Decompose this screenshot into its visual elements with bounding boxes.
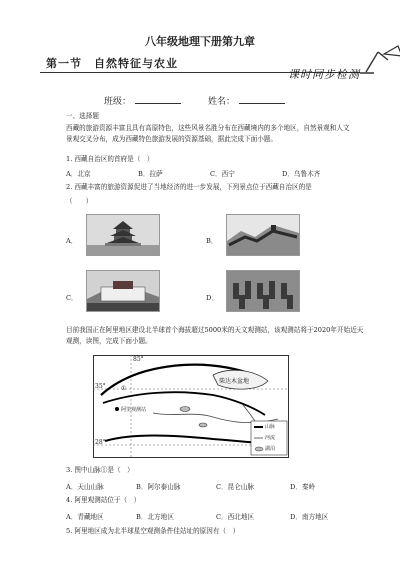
document-title: 八年级地理下册第九章: [145, 35, 255, 48]
q1-option-b[interactable]: B．拉萨: [138, 170, 163, 178]
class-label: 班级：: [104, 97, 132, 107]
latitude-28-label: 28°: [95, 439, 106, 446]
name-line: [239, 94, 285, 104]
intro-passage-1: 西藏的旅游资源丰富且具有高原特色，这些风景名胜分布在西藏境内的多个地区，自然景观和人文景观交叉分布，成为西藏特色旅游发展的资源基础，据此完成下面小题。: [66, 124, 350, 143]
q4-option-b[interactable]: B．北方地区: [136, 513, 174, 521]
sync-test-badge: 课时同步检测: [288, 68, 360, 81]
temple-of-heaven-photo: [86, 214, 160, 256]
q1-option-a[interactable]: A．北京: [66, 170, 91, 178]
q3-option-a[interactable]: A．天山山脉: [66, 483, 104, 491]
question-3: 3. 图中山脉①是（ ）: [66, 466, 134, 474]
question-2: 2. 西藏丰富的旅游资源促进了当地经济的进一步发展，下列景点位于西藏自治区的是: [66, 183, 312, 191]
latitude-35-label: 35°: [95, 383, 106, 390]
terracotta-army-photo: [226, 270, 300, 312]
legend-river: 河流: [265, 435, 276, 441]
class-line: [135, 94, 181, 104]
question-2-paren: （ ）: [66, 197, 93, 205]
section-heading: 第一节 自然特征与农业: [46, 57, 178, 70]
q1-option-c[interactable]: C．西宁: [210, 170, 235, 178]
potala-palace-photo: [86, 270, 160, 312]
q4-option-c[interactable]: C．西北地区: [216, 513, 255, 521]
q1-option-d[interactable]: D．乌鲁木齐: [282, 170, 321, 178]
longitude-85-label: 85°: [133, 356, 144, 363]
q2-option-c[interactable]: C．: [66, 294, 78, 302]
q3-option-b[interactable]: B．阿尔泰山脉: [136, 483, 181, 491]
q2-option-d[interactable]: D．: [206, 294, 218, 302]
q3-option-d[interactable]: D．秦岭: [290, 483, 316, 491]
name-field[interactable]: [208, 94, 285, 107]
ali-station-label: 阿里观测站: [121, 407, 147, 413]
question-4: 4. 阿里观测站位于（ ）: [66, 496, 141, 504]
great-wall-photo: [226, 214, 300, 256]
q4-option-a[interactable]: A．青藏地区: [66, 513, 104, 521]
name-label: 姓名：: [208, 97, 236, 107]
intro-passage-2: 目前我国正在阿里地区建设北半球首个海拔超过5000米的天文观测站，该观测站将于2020年开始近天观测，读图，完成下面小题。: [66, 326, 364, 345]
legend-lake: 湖泊: [265, 446, 276, 452]
question-1: 1. 西藏自治区的首府是（ ）: [66, 155, 154, 163]
class-field[interactable]: [104, 94, 181, 107]
q2-option-b[interactable]: B．: [206, 237, 218, 245]
mountain-1-label: ①: [121, 385, 127, 392]
question-5: 5. 阿里地区成为北半球星空观测条件佳站址的原因有（ ）: [66, 527, 240, 535]
desk-lamp-icon: [358, 40, 400, 74]
section-one-heading: 一、选择题: [66, 112, 99, 120]
qaidam-basin-label: 柴达木盆地: [219, 378, 250, 385]
legend-mountain: 山脉: [265, 424, 276, 430]
q2-option-a[interactable]: A．: [66, 237, 78, 245]
section-banner: [40, 52, 380, 81]
q4-option-d[interactable]: D．南方地区: [290, 513, 329, 521]
tibet-region-map: [93, 355, 289, 458]
q3-option-c[interactable]: C．昆仑山脉: [216, 483, 255, 491]
